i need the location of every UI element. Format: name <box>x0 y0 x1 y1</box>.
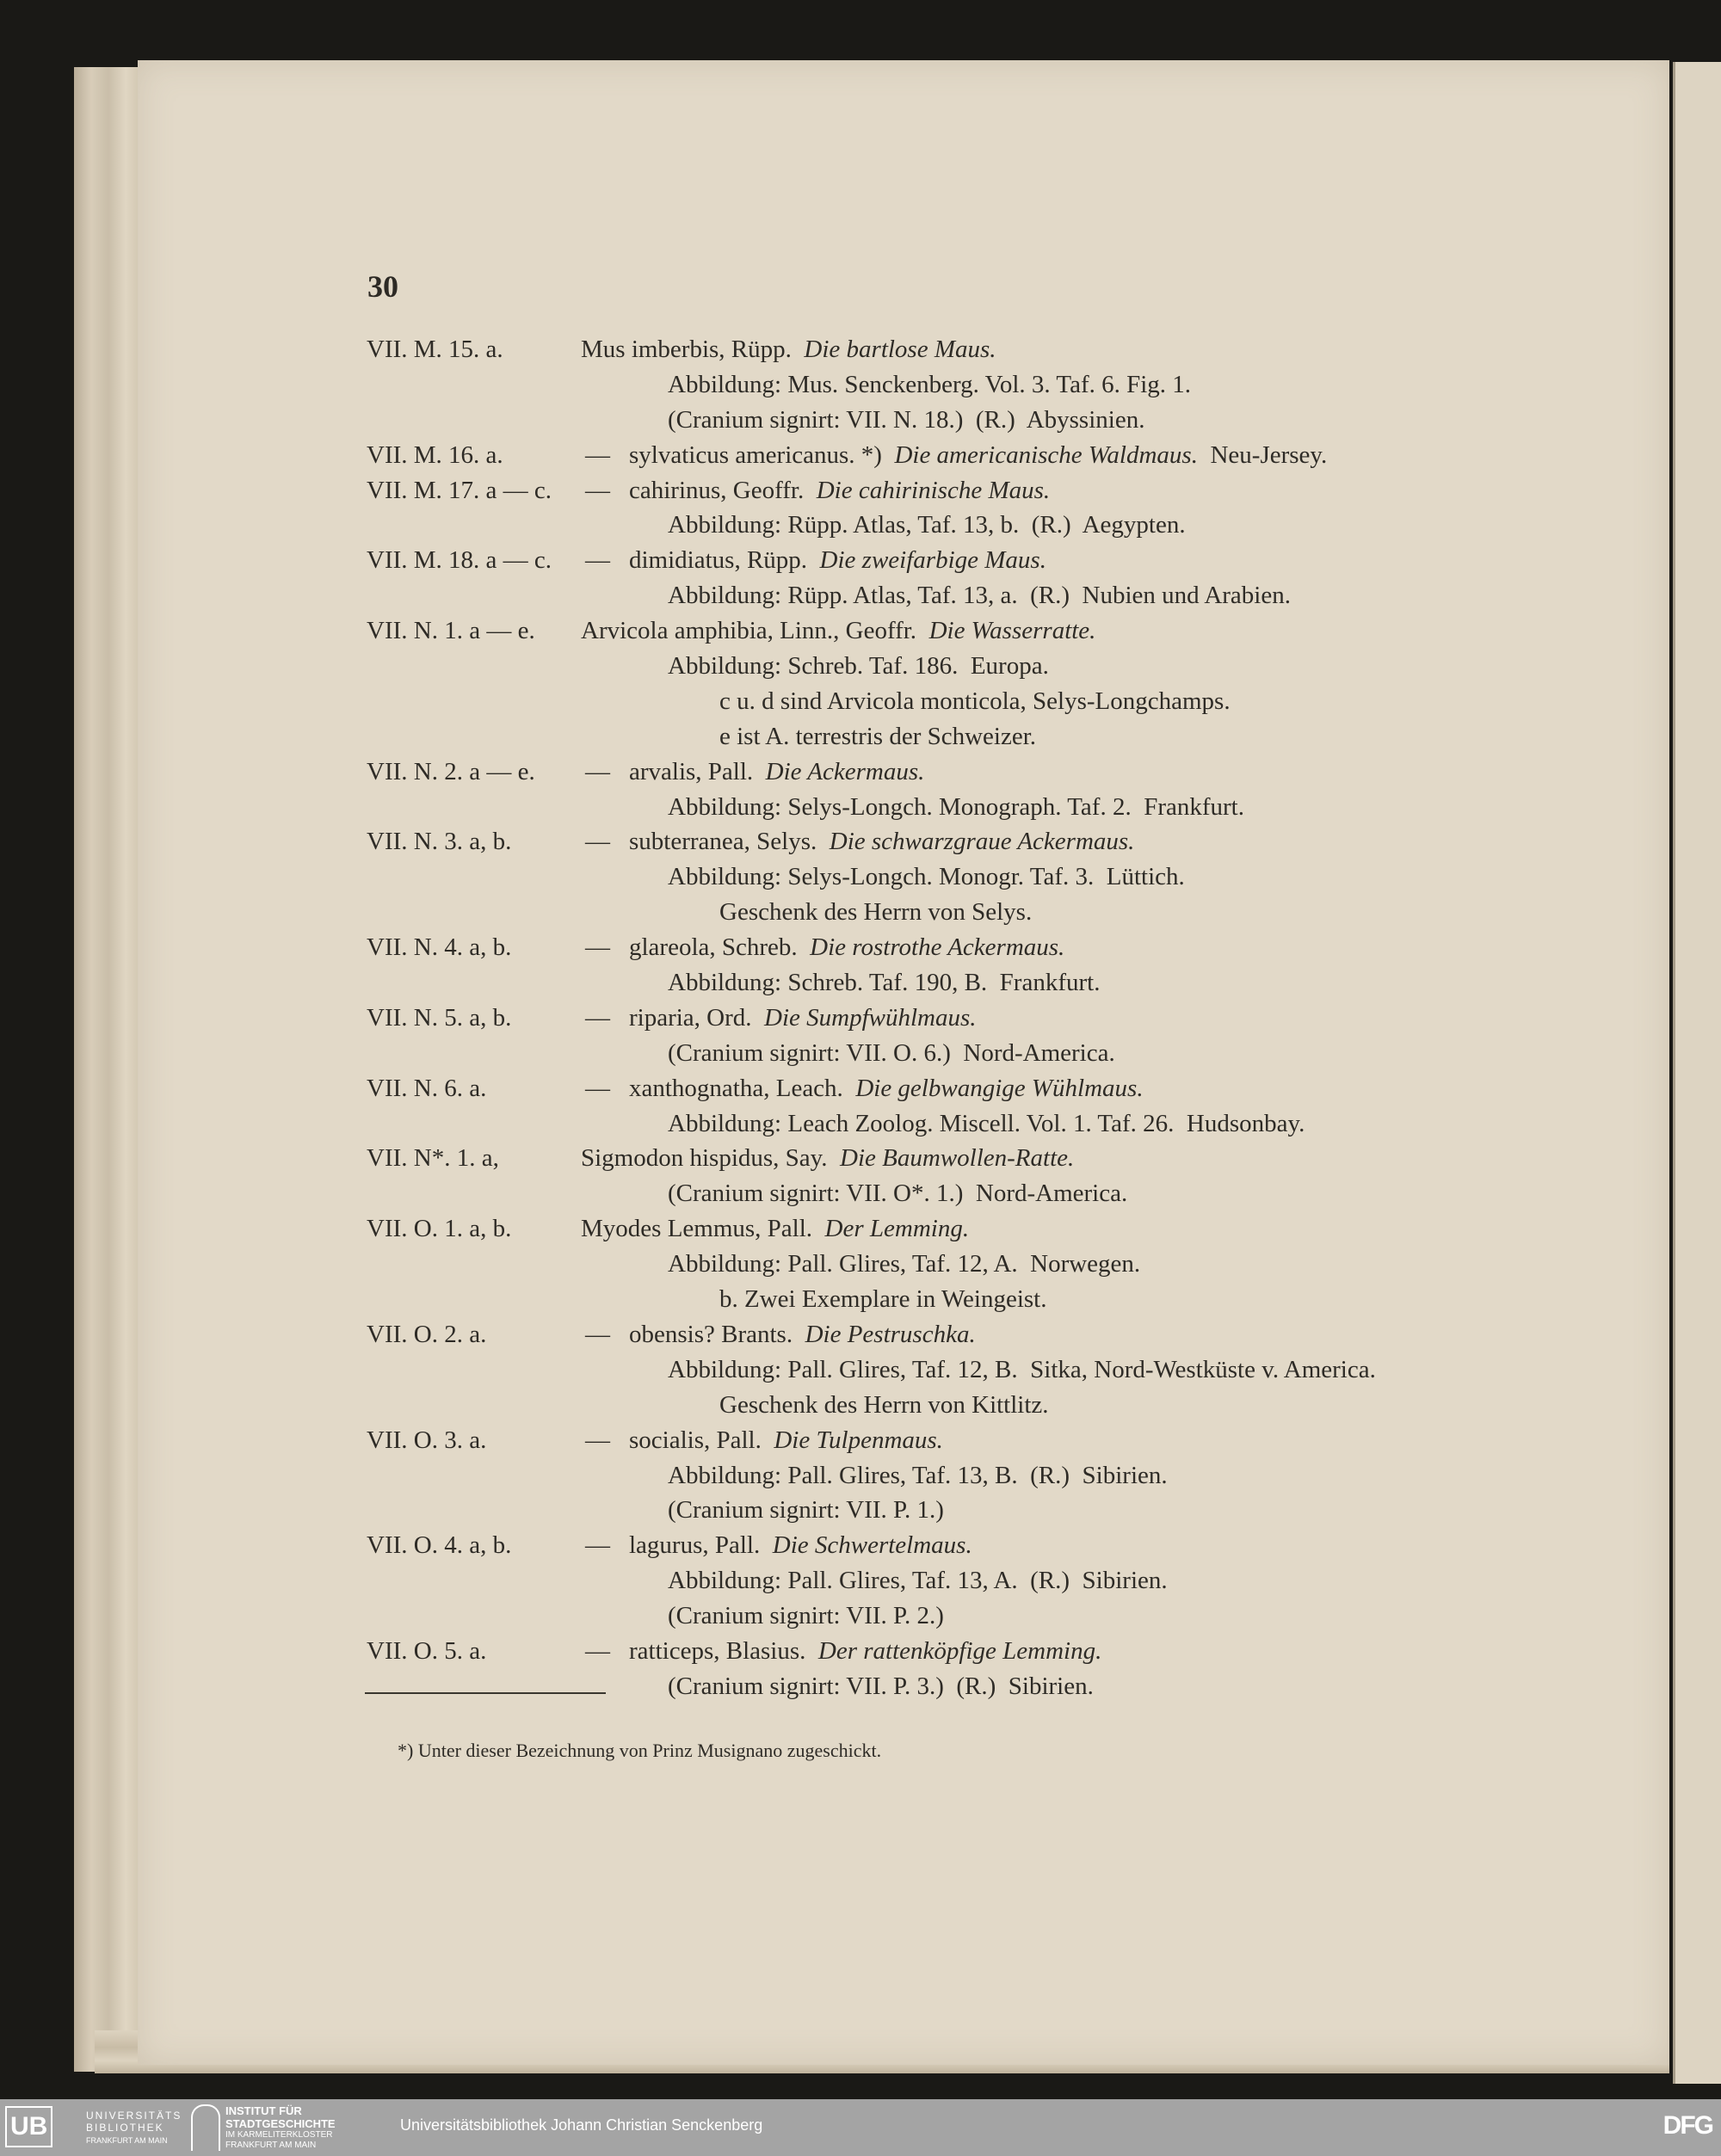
german-name: Die Pestruschka. <box>805 1320 976 1348</box>
german-name: Die Sumpfwühlmaus. <box>764 1003 977 1032</box>
ditto-dash: — <box>585 440 610 469</box>
entry-detail-line <box>0 1669 1721 1704</box>
latin-name: obensis? Brants. <box>629 1320 805 1348</box>
entry-name <box>629 473 1050 508</box>
entry-line <box>0 1634 1721 1669</box>
entry-detail-line <box>0 1036 1721 1071</box>
german-name: Die rostrothe Ackermaus. <box>810 933 1065 962</box>
entry-code: VII. N. 5. a, b. <box>367 1003 512 1032</box>
entry-detail: (Cranium signirt: VII. O. 6.) Nord-America. <box>668 1038 1115 1067</box>
german-name: Die gelbwangige Wühlmaus. <box>855 1074 1144 1102</box>
entry-detail: (Cranium signirt: VII. N. 18.) (R.) Abyssinien. <box>668 405 1145 434</box>
entry-detail-line <box>0 649 1721 684</box>
entry-name <box>629 1071 1144 1106</box>
latin-name: glareola, Schreb. <box>629 933 811 962</box>
entry-line <box>0 332 1721 367</box>
latin-name: riparia, Ord. <box>629 1003 765 1032</box>
german-name: Die Ackermaus. <box>765 757 925 785</box>
locality: Neu-Jersey. <box>1197 440 1328 469</box>
latin-name: ratticeps, Blasius. <box>629 1636 818 1665</box>
entry-line <box>0 473 1721 508</box>
latin-name: lagurus, Pall. <box>629 1531 773 1560</box>
latin-name: arvalis, Pall. <box>629 757 766 785</box>
entry-line <box>0 755 1721 790</box>
entry-detail: Abbildung: Pall. Glires, Taf. 13, A. (R.) Sibirien. <box>668 1567 1168 1595</box>
library-name: Universitätsbibliothek Johann Christian Senckenberg <box>400 2116 763 2134</box>
german-name: Die Wasserratte. <box>928 617 1096 645</box>
german-name: Die schwarzgraue Ackermaus. <box>829 828 1135 856</box>
entry-name <box>581 613 1095 649</box>
german-name: Die Schwertelmaus. <box>772 1531 972 1560</box>
entry-line <box>0 543 1721 578</box>
german-name: Die cahirinische Maus. <box>816 476 1051 504</box>
entry-detail: (Cranium signirt: VII. P. 3.) (R.) Sibirien. <box>668 1672 1094 1700</box>
entry-detail: c u. d sind Arvicola monticola, Selys-Longchamps. <box>719 687 1231 715</box>
entry-detail: Abbildung: Pall. Glires, Taf. 12, B. Sitka, Nord-Westküste v. America. <box>668 1355 1376 1383</box>
entry-line <box>0 824 1721 859</box>
dfg-logo: DFG <box>1662 2111 1712 2140</box>
entry-detail-line <box>0 965 1721 1001</box>
ditto-dash: — <box>585 1320 610 1348</box>
ditto-dash: — <box>585 1003 610 1032</box>
ditto-dash: — <box>585 1531 610 1560</box>
entry-detail-line <box>0 1563 1721 1599</box>
entry-code: VII. N. 4. a, b. <box>367 933 512 962</box>
viewer-footer-bar <box>0 2099 1721 2156</box>
institut-logo-arch <box>191 2104 220 2151</box>
entry-code: VII. O. 1. a, b. <box>367 1215 512 1243</box>
entry-detail-line <box>0 1106 1721 1142</box>
entry-detail-line <box>0 367 1721 403</box>
entry-detail: Abbildung: Pall. Glires, Taf. 13, B. (R.) Sibirien. <box>668 1461 1168 1489</box>
entry-detail: Abbildung: Pall. Glires, Taf. 12, A. Norwegen. <box>668 1250 1141 1278</box>
entry-code: VII. O. 3. a. <box>367 1426 487 1454</box>
entry-detail-line <box>0 1458 1721 1494</box>
latin-name: sylvaticus americanus. *) <box>629 440 895 469</box>
entry-name <box>629 1317 976 1352</box>
entry-name <box>629 930 1064 965</box>
entry-name <box>581 1211 969 1247</box>
ditto-dash: — <box>585 476 610 504</box>
entry-detail-line <box>0 1247 1721 1282</box>
german-name: Der rattenköpfige Lemming. <box>817 1636 1102 1665</box>
entry-line <box>0 613 1721 649</box>
entry-code: VII. O. 5. a. <box>367 1636 487 1665</box>
entry-code: VII. N. 3. a, b. <box>367 828 512 856</box>
ditto-dash: — <box>585 828 610 856</box>
entry-line <box>0 1423 1721 1458</box>
german-name: Die Tulpenmaus. <box>774 1426 943 1454</box>
entry-detail: Geschenk des Herrn von Kittlitz. <box>719 1390 1049 1419</box>
entry-detail: Geschenk des Herrn von Selys. <box>719 898 1033 927</box>
entry-name <box>581 332 996 367</box>
footnote-rule <box>365 1692 606 1694</box>
latin-name: xanthognatha, Leach. <box>629 1074 856 1102</box>
entry-code: VII. N. 1. a — e. <box>367 617 535 645</box>
ub-logo-text: UNIVERSITÄTS BIBLIOTHEK FRANKFURT AM MAIN <box>86 2110 182 2145</box>
entry-code: VII. N. 2. a — e. <box>367 757 535 785</box>
catalogue-entries <box>0 332 1721 1704</box>
latin-name: subterranea, Selys. <box>629 828 830 856</box>
latin-name: Sigmodon hispidus, Say. <box>581 1144 841 1173</box>
footnote: *) Unter dieser Bezeichnung von Prinz Musignano zugeschickt. <box>398 1740 882 1761</box>
entry-detail: Abbildung: Schreb. Taf. 190, B. Frankfurt. <box>668 969 1101 997</box>
entry-line <box>0 1317 1721 1352</box>
page-number: 30 <box>367 269 398 304</box>
ditto-dash: — <box>585 546 610 575</box>
entry-detail: b. Zwei Exemplare in Weingeist. <box>719 1285 1047 1314</box>
entry-detail-line <box>0 1176 1721 1211</box>
ditto-dash: — <box>585 1426 610 1454</box>
entry-name <box>629 755 924 790</box>
institut-logo-text: INSTITUT FÜR STADTGESCHICHTE IM KARMELITERKLOSTER FRANKFURT AM MAIN <box>225 2104 336 2150</box>
entry-code: VII. M. 17. a — c. <box>367 476 552 504</box>
entry-name <box>629 1001 977 1036</box>
entry-detail-line <box>0 790 1721 825</box>
entry-detail-line <box>0 719 1721 755</box>
entry-detail-line <box>0 684 1721 719</box>
entry-code: VII. O. 4. a, b. <box>367 1531 512 1560</box>
entry-code: VII. M. 16. a. <box>367 440 503 469</box>
entry-detail: Abbildung: Leach Zoolog. Miscell. Vol. 1. Taf. 26. Hudsonbay. <box>668 1109 1305 1137</box>
german-name: Der Lemming. <box>824 1215 970 1243</box>
entry-detail-line <box>0 1282 1721 1317</box>
entry-detail: Abbildung: Mus. Senckenberg. Vol. 3. Taf. 6. Fig. 1. <box>668 370 1192 398</box>
ditto-dash: — <box>585 933 610 962</box>
latin-name: dimidiatus, Rüpp. <box>629 546 820 575</box>
entry-detail: (Cranium signirt: VII. P. 2.) <box>668 1602 944 1630</box>
entry-detail-line <box>0 895 1721 930</box>
german-name: Die zweifarbige Maus. <box>819 546 1046 575</box>
entry-name <box>581 1141 1074 1176</box>
entry-detail: Abbildung: Selys-Longch. Monograph. Taf. 2. Frankfurt. <box>668 792 1244 821</box>
entry-detail-line <box>0 1388 1721 1423</box>
entry-name <box>629 1423 943 1458</box>
entry-detail: e ist A. terrestris der Schweizer. <box>719 722 1037 750</box>
entry-name <box>629 438 1327 473</box>
entry-code: VII. N. 6. a. <box>367 1074 487 1102</box>
entry-line <box>0 930 1721 965</box>
german-name: Die Baumwollen-Ratte. <box>840 1144 1075 1173</box>
ditto-dash: — <box>585 757 610 785</box>
entry-code: VII. M. 18. a — c. <box>367 546 552 575</box>
german-name: Die americanische Waldmaus. <box>894 440 1198 469</box>
entry-detail-line <box>0 859 1721 895</box>
entry-detail-line <box>0 578 1721 613</box>
entry-detail: Abbildung: Rüpp. Atlas, Taf. 13, a. (R.) Nubien und Arabien. <box>668 582 1291 610</box>
latin-name: Myodes Lemmus, Pall. <box>581 1215 825 1243</box>
entry-detail-line <box>0 1493 1721 1528</box>
entry-detail: (Cranium signirt: VII. O*. 1.) Nord-America. <box>668 1180 1128 1208</box>
entry-detail: Abbildung: Rüpp. Atlas, Taf. 13, b. (R.) Aegypten. <box>668 511 1186 539</box>
entry-code: VII. N*. 1. a, <box>367 1144 499 1173</box>
entry-name <box>629 1634 1101 1669</box>
entry-line <box>0 1001 1721 1036</box>
entry-name <box>629 1528 972 1563</box>
ub-logo: UB <box>5 2106 52 2147</box>
entry-detail-line <box>0 1599 1721 1634</box>
entry-line <box>0 438 1721 473</box>
entry-name <box>629 824 1134 859</box>
entry-code: VII. O. 2. a. <box>367 1320 487 1348</box>
latin-name: cahirinus, Geoffr. <box>629 476 817 504</box>
entry-line <box>0 1211 1721 1247</box>
entry-name <box>629 543 1046 578</box>
entry-detail: Abbildung: Selys-Longch. Monogr. Taf. 3. Lüttich. <box>668 863 1185 891</box>
entry-line <box>0 1071 1721 1106</box>
entry-detail-line <box>0 1352 1721 1388</box>
entry-line <box>0 1528 1721 1563</box>
latin-name: Mus imberbis, Rüpp. <box>581 336 805 363</box>
ditto-dash: — <box>585 1074 610 1102</box>
entry-detail: Abbildung: Schreb. Taf. 186. Europa. <box>668 652 1049 681</box>
latin-name: socialis, Pall. <box>629 1426 774 1454</box>
entry-detail-line <box>0 508 1721 543</box>
entry-code: VII. M. 15. a. <box>367 336 503 363</box>
entry-detail: (Cranium signirt: VII. P. 1.) <box>668 1496 944 1525</box>
german-name: Die bartlose Maus. <box>804 336 996 363</box>
latin-name: Arvicola amphibia, Linn., Geoffr. <box>581 617 929 645</box>
entry-detail-line <box>0 403 1721 438</box>
entry-line <box>0 1141 1721 1176</box>
ditto-dash: — <box>585 1636 610 1665</box>
